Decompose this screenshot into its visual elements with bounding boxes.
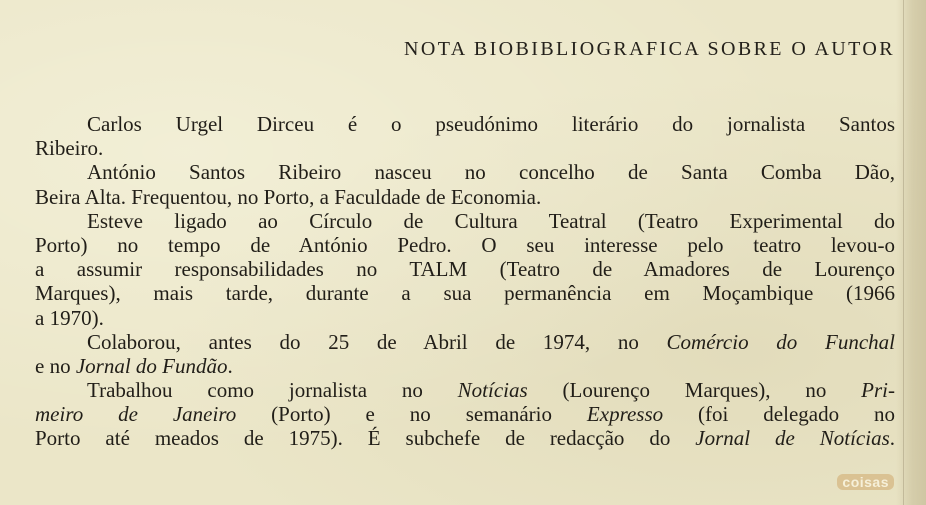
- book-page: [35, 0, 895, 505]
- paragraph-2-line-2: Beira Alta. Frequentou, no Porto, a Faculdade de Economia.: [35, 184, 542, 209]
- publication-primeiro-de-janeiro-part: meiro de Janeiro: [35, 402, 237, 427]
- paragraph-1-line-2: Ribeiro.: [35, 136, 104, 161]
- publication-jornal-de-noticias: Jornal de Notícias: [695, 426, 890, 451]
- paragraph-4-line-1: [35, 330, 895, 354]
- paragraph-5-text: (foi delegado no: [663, 402, 895, 427]
- page-title: NOTA BIOBIBLIOGRAFICA SOBRE O AUTOR: [404, 38, 895, 60]
- paragraph-5-text: .: [889, 426, 895, 451]
- paragraph-5-text: (Porto) e no semanário: [236, 402, 587, 427]
- paragraph-3-line-3: a assumir responsabilidades no TALM (Teatro de Amadores de Lourenço: [35, 257, 895, 282]
- paragraph-3-line-5: a 1970).: [35, 305, 104, 330]
- paragraph-5-line-1: [35, 378, 895, 402]
- paragraph-4-text: e no: [35, 353, 76, 378]
- paragraph-4-text: .: [227, 353, 233, 378]
- publication-expresso: Expresso: [586, 402, 664, 427]
- paragraph-5-text: Porto até meados de 1975). É subchefe de redacção do: [35, 426, 696, 451]
- paragraph-4-line-2: [35, 354, 895, 378]
- page-edge-line: [903, 0, 904, 505]
- paragraph-3-line-1: Esteve ligado ao Círculo de Cultura Teatral (Teatro Experimental do: [87, 208, 895, 233]
- paragraph-5-line-2: [35, 402, 895, 426]
- paragraph-2-line-1: António Santos Ribeiro nasceu no concelho de Santa Comba Dão,: [87, 160, 895, 185]
- paragraph-1-line-1: Carlos Urgel Dirceu é o pseudónimo literário do jornalista Santos: [87, 112, 895, 136]
- publication-comercio-do-funchal: Comércio do Funchal: [666, 329, 895, 354]
- body-text: [35, 112, 895, 451]
- paragraph-3-line-2: Porto) no tempo de António Pedro. O seu interesse pelo teatro levou-o: [35, 232, 895, 257]
- paragraph-4-text: Colaborou, antes do 25 de Abril de 1974, no: [87, 329, 667, 354]
- publication-primeiro-de-janeiro-part: Pri-: [861, 378, 895, 403]
- page-edge-shadow: [896, 0, 926, 505]
- paragraph-5-text: (Lourenço Marques), no: [527, 378, 862, 403]
- publication-noticias: Notícias: [457, 378, 528, 403]
- watermark: coisas: [837, 474, 894, 490]
- paragraph-5-line-3: [35, 426, 895, 450]
- publication-jornal-do-fundao: Jornal do Fundão: [75, 353, 228, 378]
- paragraph-5-text: Trabalhou como jornalista no: [87, 378, 458, 403]
- paragraph-3-line-4: Marques), mais tarde, durante a sua permanência em Moçambique (1966: [35, 281, 895, 306]
